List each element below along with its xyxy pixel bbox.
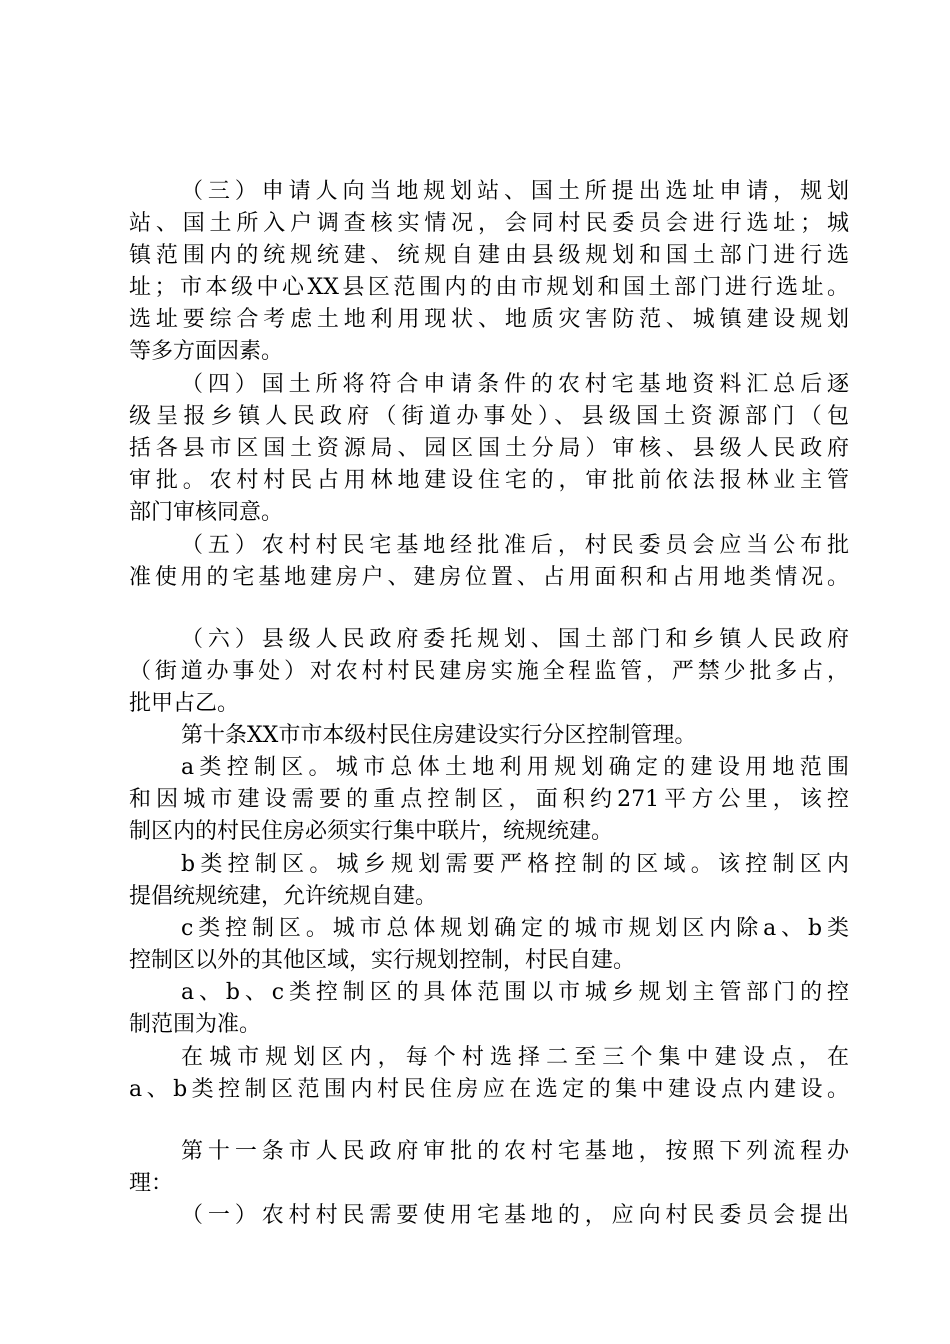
zone-a-line-1: a类控制区。城市总体土地利用规划确定的建设用地范围 xyxy=(181,755,849,780)
construction-points-line-1: 在城市规划区内，每个村选择二至三个集中建设点，在 xyxy=(181,1045,849,1070)
paragraph-6-line-1: （六）县级人民政府委托规划、国土部门和乡镇人民政府 xyxy=(181,627,849,652)
paragraph-4-line-1: （四）国土所将符合申请条件的农村宅基地资料汇总后逐 xyxy=(181,372,849,397)
paragraph-5-line-1: （五）农村村民宅基地经批准后，村民委员会应当公布批 xyxy=(181,533,849,558)
paragraph-4-line-3: 括各县市区国土资源局、园区国土分局）审核、县级人民政府 xyxy=(129,436,849,461)
article-11-line-1: 第十一条市人民政府审批的农村宅基地，按照下列流程办 xyxy=(181,1139,849,1164)
article-11-line-2: 理： xyxy=(129,1171,174,1196)
zone-a-line-3: 制区内的村民住房必须实行集中联片，统规统建。 xyxy=(129,819,614,844)
paragraph-3-line-3: 镇范围内的统规统建、统规自建由县级规划和国土部门进行选 xyxy=(129,243,849,268)
article-11-item-1: （一）农村村民需要使用宅基地的，应向村民委员会提出 xyxy=(181,1203,849,1228)
zone-scope-line-1: a、b、c类控制区的具体范围以市城乡规划主管部门的控 xyxy=(181,980,849,1005)
paragraph-4-line-4: 审批。农村村民占用林地建设住宅的，审批前依法报林业主管 xyxy=(129,468,849,493)
zone-a-line-2: 和因城市建设需要的重点控制区，面积约271平方公里，该控 xyxy=(129,787,849,812)
paragraph-3-line-4: 址；市本级中心XX县区范围内的由市规划和国土部门进行选址。 xyxy=(129,275,849,300)
zone-b-line-1: b类控制区。城乡规划需要严格控制的区域。该控制区内 xyxy=(181,852,849,877)
paragraph-3-line-2: 站、国土所入户调查核实情况，会同村民委员会进行选址；城 xyxy=(129,211,849,236)
paragraph-6-line-2: （街道办事处）对农村村民建房实施全程监管，严禁少批多占， xyxy=(129,659,849,684)
construction-points-line-2: a、b类控制区范围内村民住房应在选定的集中建设点内建设。 xyxy=(129,1077,849,1102)
paragraph-3-line-5: 选址要综合考虑土地利用现状、地质灾害防范、城镇建设规划 xyxy=(129,307,849,332)
paragraph-4-line-5: 部门审核同意。 xyxy=(129,500,284,525)
zone-c-line-1: c类控制区。城市总体规划确定的城市规划区内除a、b类 xyxy=(181,916,849,941)
paragraph-6-line-3: 批甲占乙。 xyxy=(129,691,240,716)
paragraph-5-line-2: 准使用的宅基地建房户、建房位置、占用面积和占用地类情况。 xyxy=(129,565,849,590)
article-10-heading: 第十条XX市市本级村民住房建设实行分区控制管理。 xyxy=(181,723,697,748)
zone-b-line-2: 提倡统规统建，允许统规自建。 xyxy=(129,884,438,909)
zone-scope-line-2: 制范围为准。 xyxy=(129,1012,262,1037)
paragraph-3-line-1: （三）申请人向当地规划站、国土所提出选址申请，规划 xyxy=(181,179,849,204)
paragraph-3-line-6: 等多方面因素。 xyxy=(129,339,284,364)
paragraph-4-line-2: 级呈报乡镇人民政府（街道办事处）、县级国土资源部门（包 xyxy=(129,404,849,429)
zone-c-line-2: 控制区以外的其他区域，实行规划控制，村民自建。 xyxy=(129,948,636,973)
